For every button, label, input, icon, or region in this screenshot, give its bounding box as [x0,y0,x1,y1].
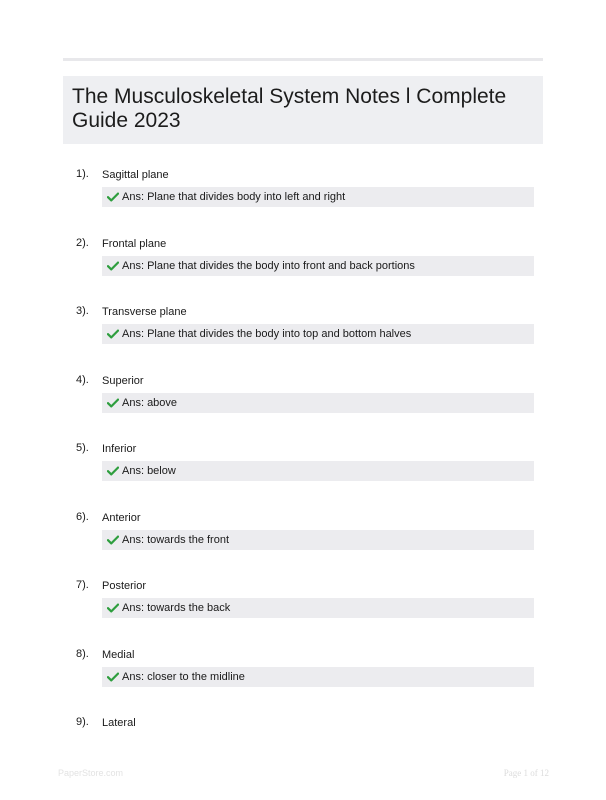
answer-text: Ans: Plane that divides the body into front and back portions [122,260,415,272]
check-icon [107,535,119,545]
answer-box [102,461,534,481]
check-icon [107,398,119,408]
qa-item [0,578,606,642]
qa-item [0,647,606,711]
question-number: 3). [76,305,89,317]
check-icon [107,329,119,339]
footer-site-watermark: PaperStore.com [58,768,124,778]
question-text: Inferior [102,443,137,455]
question-text: Medial [102,649,135,661]
question-number: 2). [76,237,89,249]
question-text: Frontal plane [102,238,167,250]
answer-box [102,187,534,207]
check-icon [107,466,119,476]
question-number: 6). [76,511,89,523]
question-number: 8). [76,648,89,660]
qa-item [0,373,606,437]
answer-box [102,393,534,413]
question-number: 1). [76,168,89,180]
question-number: 4). [76,374,89,386]
question-text: Sagittal plane [102,169,169,181]
answer-text: Ans: towards the back [122,602,231,614]
page-title: The Musculoskeletal System Notes l Complete Guide 2023 [72,85,507,132]
question-text: Transverse plane [102,306,187,318]
check-icon [107,603,119,613]
question-text: Lateral [102,717,136,729]
check-icon [107,672,119,682]
qa-item [0,510,606,574]
answer-box [102,667,534,687]
answer-text: Ans: above [122,397,178,409]
answer-text: Ans: towards the front [122,534,229,546]
answer-box [102,530,534,550]
qa-item [0,441,606,505]
question-text: Superior [102,375,144,387]
answer-text: Ans: Plane that divides the body into top and bottom halves [122,328,412,340]
answer-text: Ans: below [122,465,176,477]
answer-box [102,256,534,276]
question-text: Posterior [102,580,147,592]
check-icon [107,192,119,202]
qa-item [0,236,606,300]
answer-box [102,598,534,618]
qa-item [0,304,606,368]
question-text: Anterior [102,512,141,524]
question-number: 7). [76,579,89,591]
question-number: 5). [76,442,89,454]
check-icon [107,261,119,271]
answer-box [102,324,534,344]
answer-text: Ans: Plane that divides body into left and right [122,191,346,203]
qa-item [0,167,606,231]
answer-text: Ans: closer to the midline [122,671,245,683]
footer-page-number: Page 1 of 12 [503,768,549,778]
question-number: 9). [76,716,89,728]
